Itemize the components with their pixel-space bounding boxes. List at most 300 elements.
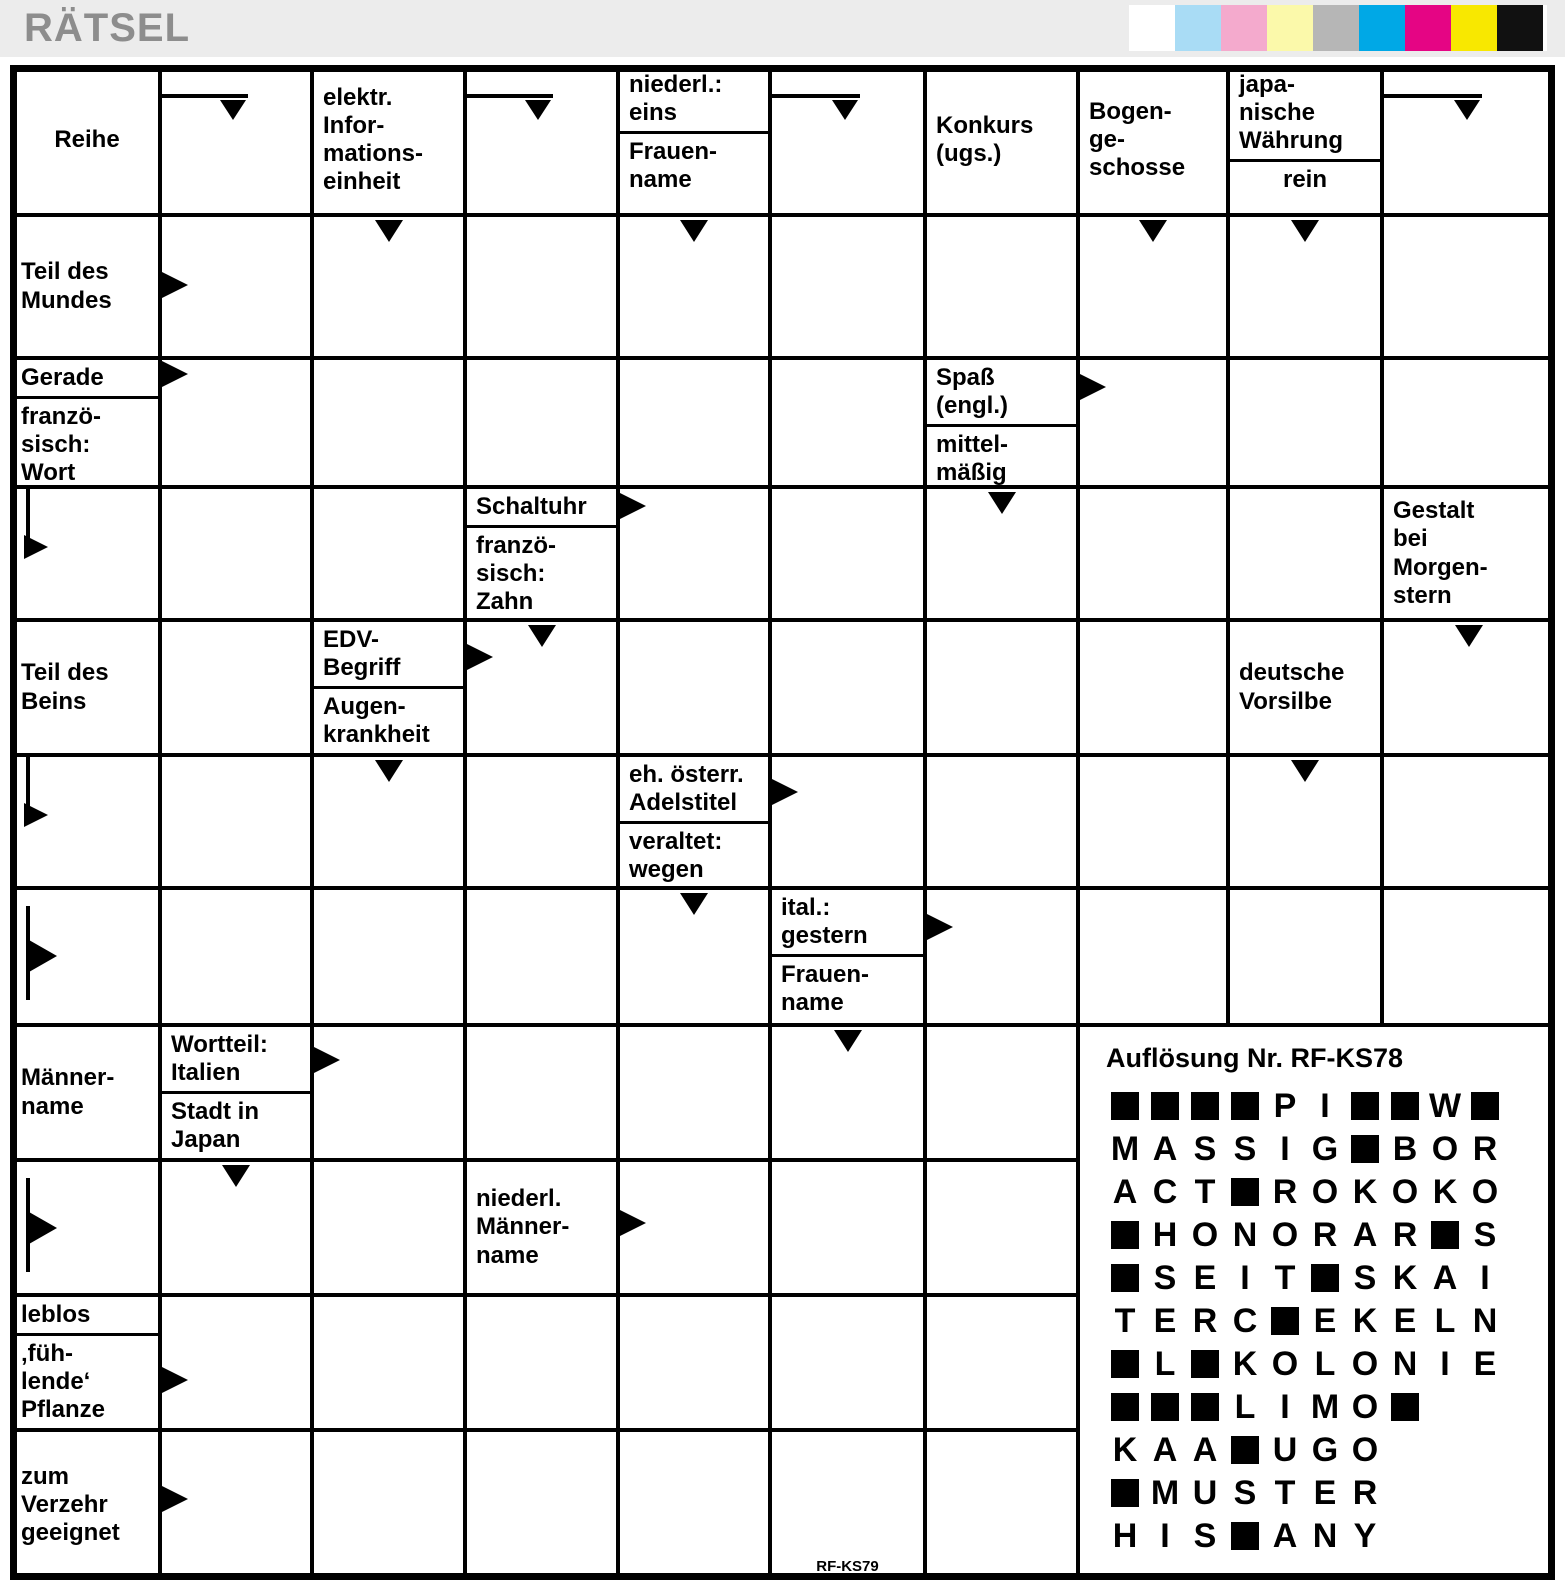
clue-text: krankheit bbox=[323, 721, 430, 749]
solution-block-icon bbox=[1385, 1393, 1425, 1421]
answer-cell-9-1[interactable] bbox=[160, 1295, 312, 1430]
right-arrow-icon bbox=[24, 535, 48, 559]
color-swatch-1 bbox=[1129, 5, 1175, 51]
clue-cell-0-6 bbox=[925, 65, 1078, 215]
clue-cell-3-9 bbox=[1382, 487, 1555, 620]
solution-block-icon bbox=[1105, 1350, 1145, 1378]
solution-letter: R bbox=[1472, 1129, 1498, 1168]
solution-letter: N bbox=[1312, 1516, 1338, 1555]
color-swatch-4 bbox=[1267, 5, 1313, 51]
answer-cell-7-2[interactable] bbox=[312, 1025, 465, 1160]
answer-cell-9-5[interactable] bbox=[770, 1295, 925, 1430]
solution-letter: N bbox=[1392, 1344, 1418, 1383]
solution-letter: N bbox=[1232, 1215, 1258, 1254]
clue-text: Reihe bbox=[54, 125, 120, 153]
solution-letter: K bbox=[1352, 1172, 1378, 1211]
clue-text: Teil des bbox=[21, 659, 109, 687]
solution-row bbox=[1080, 1342, 1553, 1385]
answer-cell-0-1[interactable] bbox=[160, 65, 312, 215]
answer-cell-7-6[interactable] bbox=[925, 1025, 1078, 1160]
answer-cell-3-8[interactable] bbox=[1228, 487, 1382, 620]
clue-text: Augen- bbox=[323, 693, 406, 721]
solution-block-icon bbox=[1265, 1307, 1305, 1335]
clue-text: niederl.: bbox=[629, 71, 723, 98]
down-arrow-icon bbox=[1291, 220, 1319, 242]
answer-cell-5-5[interactable] bbox=[770, 755, 925, 888]
answer-cell-3-6[interactable] bbox=[925, 487, 1078, 620]
answer-cell-1-9[interactable] bbox=[1382, 215, 1555, 358]
clue-text: Mundes bbox=[21, 286, 112, 314]
solution-block-icon bbox=[1305, 1264, 1345, 1292]
answer-cell-2-1[interactable] bbox=[160, 358, 312, 487]
solution-letter: A bbox=[1152, 1430, 1178, 1469]
solution-letter: O bbox=[1391, 1172, 1419, 1211]
answer-cell-5-2[interactable] bbox=[312, 755, 465, 888]
clue-cell-8-3 bbox=[465, 1160, 618, 1295]
answer-cell-2-9[interactable] bbox=[1382, 358, 1555, 487]
clue-text: ‚füh- bbox=[21, 1340, 73, 1368]
clue-text: mäßig bbox=[936, 459, 1007, 487]
right-arrow-icon bbox=[620, 1210, 646, 1236]
answer-cell-10-6[interactable] bbox=[925, 1430, 1078, 1580]
right-arrow-icon bbox=[162, 1486, 188, 1512]
solution-letter: T bbox=[1114, 1301, 1136, 1340]
clue-text: Schaltuhr bbox=[476, 493, 587, 520]
clue-text: Bogen- bbox=[1089, 97, 1172, 125]
answer-cell-10-3[interactable] bbox=[465, 1430, 618, 1580]
clue-text: Infor- bbox=[323, 111, 385, 139]
clue-text: Frauen- bbox=[781, 961, 870, 989]
clue-bottom-part bbox=[314, 689, 463, 752]
solution-block-icon bbox=[1225, 1178, 1265, 1206]
solution-letter: P bbox=[1273, 1086, 1297, 1125]
page-title: RÄTSEL bbox=[24, 6, 190, 50]
solution-block-icon bbox=[1105, 1479, 1145, 1507]
solution-row bbox=[1080, 1170, 1553, 1213]
answer-cell-8-6[interactable] bbox=[925, 1160, 1078, 1295]
answer-cell-6-4[interactable] bbox=[618, 888, 770, 1025]
answer-cell-4-4[interactable] bbox=[618, 620, 770, 755]
clue-cell-0-0 bbox=[10, 65, 160, 215]
clue-text: Gerade bbox=[21, 364, 104, 391]
solution-letter: K bbox=[1232, 1344, 1258, 1383]
clue-text: franzö- bbox=[21, 403, 101, 431]
answer-cell-1-2[interactable] bbox=[312, 215, 465, 358]
solution-letter: S bbox=[1193, 1129, 1217, 1168]
solution-letter: B bbox=[1392, 1129, 1418, 1168]
clue-text: rein bbox=[1282, 166, 1327, 194]
solution-letter: O bbox=[1351, 1344, 1379, 1383]
clue-bottom-part bbox=[467, 528, 616, 619]
answer-cell-9-2[interactable] bbox=[312, 1295, 465, 1430]
right-arrow-icon bbox=[29, 1212, 57, 1244]
clue-text: Gestalt bbox=[1393, 497, 1475, 525]
clue-text: Spaß bbox=[936, 364, 995, 391]
answer-cell-3-2[interactable] bbox=[312, 487, 465, 620]
right-arrow-icon bbox=[314, 1047, 340, 1073]
clue-cell-0-4 bbox=[618, 65, 770, 215]
answer-cell-1-1[interactable] bbox=[160, 215, 312, 358]
answer-cell-9-6[interactable] bbox=[925, 1295, 1078, 1430]
clue-bottom-part bbox=[620, 824, 768, 887]
clue-cell-7-0 bbox=[10, 1025, 160, 1160]
clue-top-part bbox=[12, 1297, 158, 1336]
clue-text: mittel- bbox=[936, 431, 1008, 459]
solution-letter: E bbox=[1313, 1473, 1337, 1512]
right-arrow-icon bbox=[620, 493, 646, 519]
solution-letter: A bbox=[1112, 1172, 1138, 1211]
clue-text: name bbox=[21, 1092, 84, 1120]
solution-letter: E bbox=[1193, 1258, 1217, 1297]
answer-cell-6-8[interactable] bbox=[1228, 888, 1382, 1025]
clue-top-part bbox=[162, 1027, 310, 1094]
clue-text: eh. österr. bbox=[629, 761, 744, 788]
clue-cell-5-4 bbox=[618, 755, 770, 888]
clue-text: Wortteil: bbox=[171, 1031, 268, 1058]
clue-cell-4-2 bbox=[312, 620, 465, 755]
clue-text: deutsche bbox=[1239, 659, 1345, 687]
answer-cell-3-7[interactable] bbox=[1078, 487, 1228, 620]
clue-text: elektr. bbox=[323, 83, 393, 111]
solution-letter: L bbox=[1234, 1387, 1256, 1426]
clue-cell-3-3 bbox=[465, 487, 618, 620]
answer-cell-3-0[interactable] bbox=[10, 487, 160, 620]
solution-block-icon bbox=[1465, 1092, 1505, 1120]
clue-bottom-part bbox=[12, 1336, 158, 1427]
right-arrow-icon bbox=[162, 272, 188, 298]
clue-text: bei bbox=[1393, 525, 1428, 553]
solution-letter: W bbox=[1428, 1086, 1462, 1125]
solution-letter: I bbox=[1440, 1344, 1450, 1383]
solution-box bbox=[1078, 1025, 1555, 1580]
solution-letter: S bbox=[1473, 1215, 1497, 1254]
print-color-calibration-strip bbox=[1129, 5, 1547, 51]
clue-text: veraltet: bbox=[629, 828, 723, 856]
clue-text: EDV- bbox=[323, 626, 380, 653]
solution-row bbox=[1080, 1385, 1553, 1428]
clue-text: wegen bbox=[629, 856, 704, 884]
solution-letter: E bbox=[1313, 1301, 1337, 1340]
clue-cell-2-0 bbox=[10, 358, 160, 487]
hook-line bbox=[467, 94, 553, 98]
color-swatch-6 bbox=[1359, 5, 1405, 51]
answer-cell-1-8[interactable] bbox=[1228, 215, 1382, 358]
down-arrow-icon bbox=[525, 100, 551, 120]
answer-cell-5-3[interactable] bbox=[465, 755, 618, 888]
down-arrow-icon bbox=[680, 893, 708, 915]
clue-bottom-part bbox=[12, 399, 158, 490]
solution-letter: M bbox=[1110, 1129, 1140, 1168]
answer-cell-5-0[interactable] bbox=[10, 755, 160, 888]
solution-block-icon bbox=[1145, 1393, 1185, 1421]
answer-cell-1-3[interactable] bbox=[465, 215, 618, 358]
solution-letter: S bbox=[1153, 1258, 1177, 1297]
answer-cell-10-1[interactable] bbox=[160, 1430, 312, 1580]
clue-bottom-part bbox=[927, 427, 1076, 490]
clue-bottom-part bbox=[772, 957, 923, 1020]
solution-block-icon bbox=[1225, 1436, 1265, 1464]
solution-letter: A bbox=[1192, 1430, 1218, 1469]
solution-block-icon bbox=[1105, 1221, 1145, 1249]
solution-letter: I bbox=[1160, 1516, 1170, 1555]
answer-cell-5-6[interactable] bbox=[925, 755, 1078, 888]
solution-letter: I bbox=[1280, 1387, 1290, 1426]
down-arrow-icon bbox=[988, 492, 1016, 514]
clue-text: Männer- bbox=[476, 1213, 570, 1241]
answer-cell-6-9[interactable] bbox=[1382, 888, 1555, 1025]
clue-text: Beins bbox=[21, 687, 87, 715]
down-arrow-icon bbox=[222, 1165, 250, 1187]
answer-cell-4-7[interactable] bbox=[1078, 620, 1228, 755]
solution-row bbox=[1080, 1428, 1553, 1471]
solution-letter: Y bbox=[1353, 1516, 1377, 1555]
clue-text: Japan bbox=[171, 1126, 241, 1154]
solution-letter: S bbox=[1353, 1258, 1377, 1297]
solution-row bbox=[1080, 1084, 1553, 1127]
answer-cell-0-3[interactable] bbox=[465, 65, 618, 215]
solution-letter: K bbox=[1392, 1258, 1418, 1297]
clue-text: Begriff bbox=[323, 654, 401, 682]
solution-block-icon bbox=[1105, 1264, 1145, 1292]
color-swatch-5 bbox=[1313, 5, 1359, 51]
answer-cell-4-9[interactable] bbox=[1382, 620, 1555, 755]
solution-letter: H bbox=[1112, 1516, 1138, 1555]
solution-letter: O bbox=[1271, 1344, 1299, 1383]
solution-block-icon bbox=[1105, 1393, 1145, 1421]
solution-title: Auflösung Nr. RF-KS78 bbox=[1106, 1043, 1404, 1073]
puzzle-id-label: RF-KS79 bbox=[816, 1558, 879, 1575]
solution-letter: M bbox=[1310, 1387, 1340, 1426]
right-arrow-icon bbox=[467, 644, 493, 670]
clue-text: eins bbox=[629, 99, 678, 127]
clue-text: sisch: bbox=[476, 560, 546, 588]
answer-cell-6-6[interactable] bbox=[925, 888, 1078, 1025]
solution-letter: L bbox=[1434, 1301, 1456, 1340]
answer-cell-0-9[interactable] bbox=[1382, 65, 1555, 215]
clue-cell-7-1 bbox=[160, 1025, 312, 1160]
clue-text: japa- bbox=[1239, 71, 1296, 98]
answer-cell-6-3[interactable] bbox=[465, 888, 618, 1025]
clue-cell-2-6 bbox=[925, 358, 1078, 487]
color-swatch-8 bbox=[1451, 5, 1497, 51]
down-arrow-icon bbox=[1454, 100, 1480, 120]
solution-letter: N bbox=[1472, 1301, 1498, 1340]
hook-line bbox=[772, 94, 860, 98]
answer-cell-10-5[interactable] bbox=[770, 1430, 925, 1580]
solution-block-icon bbox=[1225, 1522, 1265, 1550]
answer-cell-3-4[interactable] bbox=[618, 487, 770, 620]
clue-top-part bbox=[1230, 67, 1380, 162]
solution-row bbox=[1080, 1514, 1553, 1557]
answer-cell-1-5[interactable] bbox=[770, 215, 925, 358]
solution-letter: I bbox=[1280, 1129, 1290, 1168]
clue-text: name bbox=[476, 1241, 539, 1269]
clue-cell-9-0 bbox=[10, 1295, 160, 1430]
color-swatch-7 bbox=[1405, 5, 1451, 51]
answer-cell-6-0[interactable] bbox=[10, 888, 160, 1025]
down-arrow-icon bbox=[1455, 625, 1483, 647]
answer-cell-9-3[interactable] bbox=[465, 1295, 618, 1430]
color-swatch-3 bbox=[1221, 5, 1267, 51]
clue-cell-0-2 bbox=[312, 65, 465, 215]
color-swatch-2 bbox=[1175, 5, 1221, 51]
answer-cell-1-4[interactable] bbox=[618, 215, 770, 358]
answer-cell-4-6[interactable] bbox=[925, 620, 1078, 755]
answer-cell-5-7[interactable] bbox=[1078, 755, 1228, 888]
solution-letter: S bbox=[1193, 1516, 1217, 1555]
solution-row bbox=[1080, 1213, 1553, 1256]
solution-block-icon bbox=[1185, 1393, 1225, 1421]
clue-text: Stadt in bbox=[171, 1098, 259, 1126]
answer-cell-10-2[interactable] bbox=[312, 1430, 465, 1580]
clue-top-part bbox=[467, 489, 616, 528]
answer-cell-2-8[interactable] bbox=[1228, 358, 1382, 487]
solution-letter: T bbox=[1274, 1473, 1296, 1512]
solution-letter: L bbox=[1314, 1344, 1336, 1383]
answer-cell-3-5[interactable] bbox=[770, 487, 925, 620]
clue-text: Pflanze bbox=[21, 1396, 106, 1424]
clue-text: (engl.) bbox=[936, 392, 1008, 420]
solution-letter: K bbox=[1112, 1430, 1138, 1469]
clue-text: Verzehr bbox=[21, 1490, 108, 1518]
answer-cell-6-7[interactable] bbox=[1078, 888, 1228, 1025]
right-arrow-icon bbox=[1080, 374, 1106, 400]
clue-text: sisch: bbox=[21, 431, 91, 459]
answer-cell-2-3[interactable] bbox=[465, 358, 618, 487]
clue-text: Frauen- bbox=[629, 138, 718, 166]
page-header bbox=[0, 0, 1565, 57]
clue-text: Männer- bbox=[21, 1064, 115, 1092]
right-arrow-icon bbox=[24, 803, 48, 827]
answer-cell-6-1[interactable] bbox=[160, 888, 312, 1025]
clue-text: Zahn bbox=[476, 588, 534, 616]
solution-block-icon bbox=[1185, 1092, 1225, 1120]
solution-row bbox=[1080, 1127, 1553, 1170]
down-arrow-icon bbox=[528, 625, 556, 647]
answer-cell-8-0[interactable] bbox=[10, 1160, 160, 1295]
clue-text: leblos bbox=[21, 1301, 91, 1328]
clue-text: name bbox=[781, 989, 844, 1017]
answer-cell-0-5[interactable] bbox=[770, 65, 925, 215]
right-arrow-icon bbox=[927, 914, 953, 940]
solution-letter: T bbox=[1194, 1172, 1216, 1211]
clue-text: ge- bbox=[1089, 125, 1125, 153]
answer-cell-8-2[interactable] bbox=[312, 1160, 465, 1295]
solution-letter: O bbox=[1431, 1129, 1459, 1168]
clue-bottom-part bbox=[162, 1094, 310, 1157]
solution-letter: E bbox=[1473, 1344, 1497, 1383]
clue-top-part bbox=[314, 622, 463, 689]
solution-letter: T bbox=[1274, 1258, 1296, 1297]
answer-cell-5-9[interactable] bbox=[1382, 755, 1555, 888]
answer-cell-2-4[interactable] bbox=[618, 358, 770, 487]
clue-cell-6-5 bbox=[770, 888, 925, 1025]
solution-row bbox=[1080, 1256, 1553, 1299]
answer-cell-7-4[interactable] bbox=[618, 1025, 770, 1160]
right-arrow-icon bbox=[772, 779, 798, 805]
color-swatch-9 bbox=[1497, 5, 1543, 51]
down-arrow-icon bbox=[834, 1030, 862, 1052]
clue-cell-1-0 bbox=[10, 215, 160, 358]
answer-cell-4-3[interactable] bbox=[465, 620, 618, 755]
clue-top-part bbox=[620, 757, 768, 824]
down-arrow-icon bbox=[375, 220, 403, 242]
down-arrow-icon bbox=[220, 100, 246, 120]
answer-cell-5-8[interactable] bbox=[1228, 755, 1382, 888]
answer-cell-10-4[interactable] bbox=[618, 1430, 770, 1580]
clue-text: geeignet bbox=[21, 1519, 120, 1547]
answer-cell-2-7[interactable] bbox=[1078, 358, 1228, 487]
down-arrow-icon bbox=[1139, 220, 1167, 242]
solution-letter: A bbox=[1152, 1129, 1178, 1168]
solution-letter: E bbox=[1393, 1301, 1417, 1340]
solution-letter: M bbox=[1150, 1473, 1180, 1512]
answer-cell-1-6[interactable] bbox=[925, 215, 1078, 358]
clue-text: Italien bbox=[171, 1059, 241, 1087]
solution-letter: R bbox=[1272, 1172, 1298, 1211]
answer-cell-7-3[interactable] bbox=[465, 1025, 618, 1160]
clue-cell-4-8 bbox=[1228, 620, 1382, 755]
clue-text: zum bbox=[21, 1462, 69, 1490]
crossword-grid bbox=[10, 65, 1555, 1580]
clue-top-part bbox=[927, 360, 1076, 427]
answer-cell-8-4[interactable] bbox=[618, 1160, 770, 1295]
down-arrow-icon bbox=[832, 100, 858, 120]
clue-cell-10-0 bbox=[10, 1430, 160, 1580]
answer-cell-3-1[interactable] bbox=[160, 487, 312, 620]
answer-cell-8-5[interactable] bbox=[770, 1160, 925, 1295]
answer-cell-2-2[interactable] bbox=[312, 358, 465, 487]
answer-cell-4-5[interactable] bbox=[770, 620, 925, 755]
clue-text: Währung bbox=[1239, 127, 1343, 155]
clue-top-part bbox=[620, 67, 768, 134]
answer-cell-7-5[interactable] bbox=[770, 1025, 925, 1160]
clue-bottom-part bbox=[620, 134, 768, 197]
solution-block-icon bbox=[1185, 1350, 1225, 1378]
solution-block-icon bbox=[1225, 1092, 1265, 1120]
down-arrow-icon bbox=[1291, 760, 1319, 782]
answer-cell-8-1[interactable] bbox=[160, 1160, 312, 1295]
solution-letter: L bbox=[1154, 1344, 1176, 1383]
solution-letter: R bbox=[1352, 1473, 1378, 1512]
answer-cell-2-5[interactable] bbox=[770, 358, 925, 487]
solution-letter: S bbox=[1233, 1129, 1257, 1168]
clue-cell-0-8 bbox=[1228, 65, 1382, 215]
right-arrow-icon bbox=[29, 940, 57, 972]
answer-cell-6-2[interactable] bbox=[312, 888, 465, 1025]
clue-text: franzö- bbox=[476, 532, 556, 560]
solution-letter: G bbox=[1311, 1430, 1339, 1469]
solution-letter: O bbox=[1271, 1215, 1299, 1254]
answer-cell-5-1[interactable] bbox=[160, 755, 312, 888]
clue-text: einheit bbox=[323, 168, 401, 196]
answer-cell-4-1[interactable] bbox=[160, 620, 312, 755]
solution-letter: E bbox=[1153, 1301, 1177, 1340]
solution-letter: A bbox=[1272, 1516, 1298, 1555]
solution-letter: R bbox=[1392, 1215, 1418, 1254]
hook-line bbox=[162, 94, 248, 98]
clue-text: mations- bbox=[323, 140, 424, 167]
answer-cell-9-4[interactable] bbox=[618, 1295, 770, 1430]
clue-text: ital.: bbox=[781, 894, 831, 921]
answer-cell-1-7[interactable] bbox=[1078, 215, 1228, 358]
solution-letter: R bbox=[1312, 1215, 1338, 1254]
clue-cell-0-7 bbox=[1078, 65, 1228, 215]
clue-text: (ugs.) bbox=[936, 140, 1002, 167]
right-arrow-icon bbox=[162, 361, 188, 387]
solution-letter: O bbox=[1191, 1215, 1219, 1254]
solution-letter: S bbox=[1233, 1473, 1257, 1512]
